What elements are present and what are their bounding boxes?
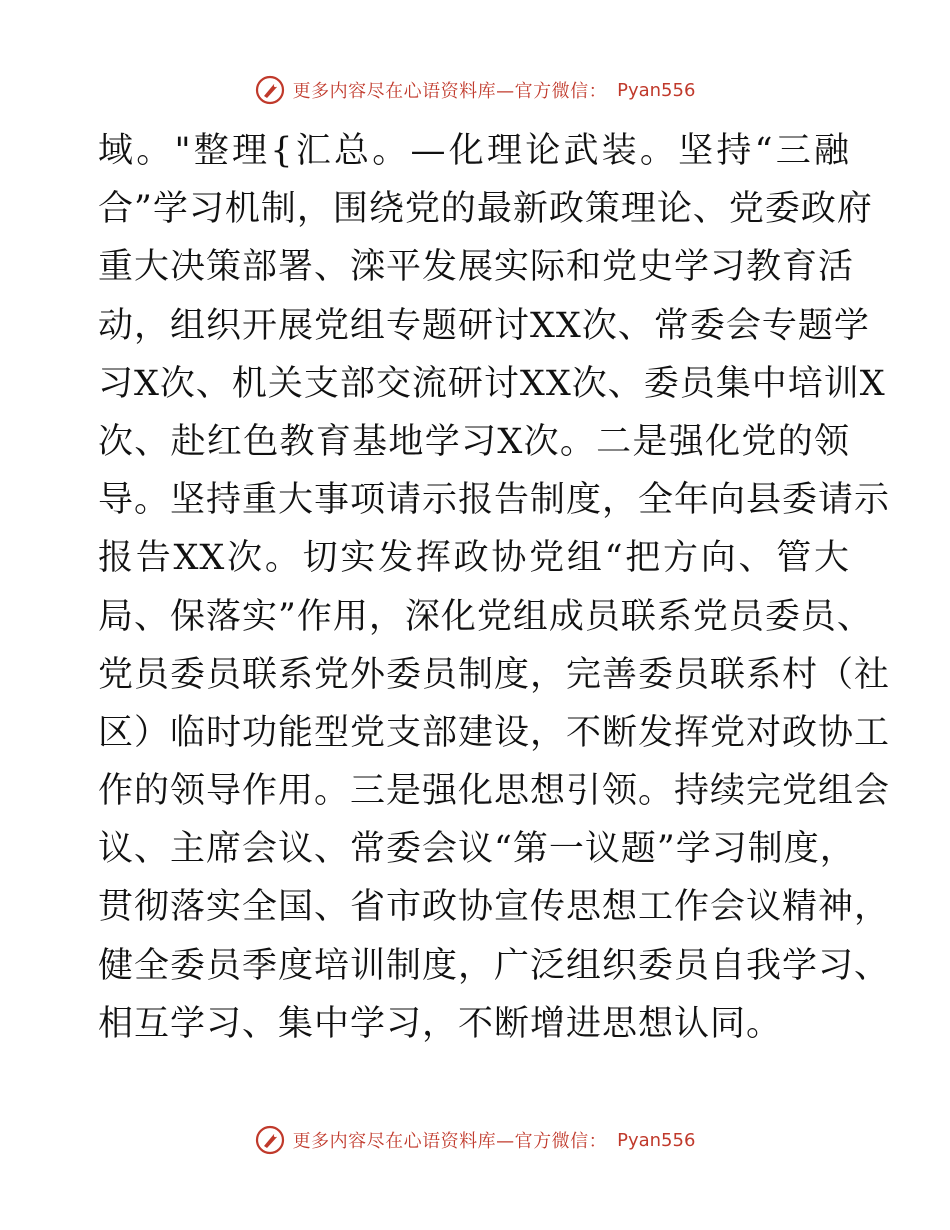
body-line: 健全委员季度培训制度，广泛组织委员自我学习、 <box>98 945 891 986</box>
body-line: 作的领导作用。三是强化思想引领。持续完党组会 <box>98 771 891 812</box>
document-body <box>98 122 891 1053</box>
body-line: 导。坚持重大事项请示报告制度，全年向县委请示 <box>98 480 891 521</box>
header-wechat-id: Pyan556 <box>617 79 696 101</box>
footer-banner <box>0 1120 950 1160</box>
body-line: 合”学习机制，围绕党的最新政策理论、党委政府 <box>98 189 873 230</box>
body-line: 报告XX次。切实发挥政协党组“把方向、管大 <box>98 538 850 579</box>
body-line: 域。"整理{汇总。—化理论武装。坚持“三融 <box>98 131 850 171</box>
footer-banner-text: 更多内容尽在心语资料库—官方微信： <box>292 1131 608 1152</box>
body-line: 重大决策部署、滦平发展实际和党史学习教育活 <box>98 247 855 288</box>
body-line: 区）临时功能型党支部建设，不断发挥党对政协工 <box>98 712 891 753</box>
body-line: 习X次、机关支部交流研讨XX次、委员集中培训X <box>98 363 886 404</box>
body-line: 局、保落实”作用，深化党组成员联系党员委员、 <box>98 596 873 637</box>
body-line-last: 相互学习、集中学习，不断增进思想认同。 <box>98 1003 783 1044</box>
body-line: 动，组织开展党组专题研讨XX次、常委会专题学 <box>98 305 870 346</box>
header-banner <box>0 70 950 110</box>
body-line: 次、赴红色教育基地学习X次。二是强化党的领 <box>98 421 850 462</box>
header-banner-text: 更多内容尽在心语资料库—官方微信： <box>292 81 608 102</box>
footer-wechat-id: Pyan556 <box>617 1129 696 1151</box>
pen-nib-logo-icon <box>255 1125 285 1155</box>
body-line: 贯彻落实全国、省市政协宣传思想工作会议精神， <box>98 887 891 928</box>
pen-nib-logo-icon <box>255 75 285 105</box>
body-line: 议、主席会议、常委会议“第一议题”学习制度， <box>98 829 856 870</box>
body-line: 党员委员联系党外委员制度，完善委员联系村（社 <box>98 654 891 695</box>
